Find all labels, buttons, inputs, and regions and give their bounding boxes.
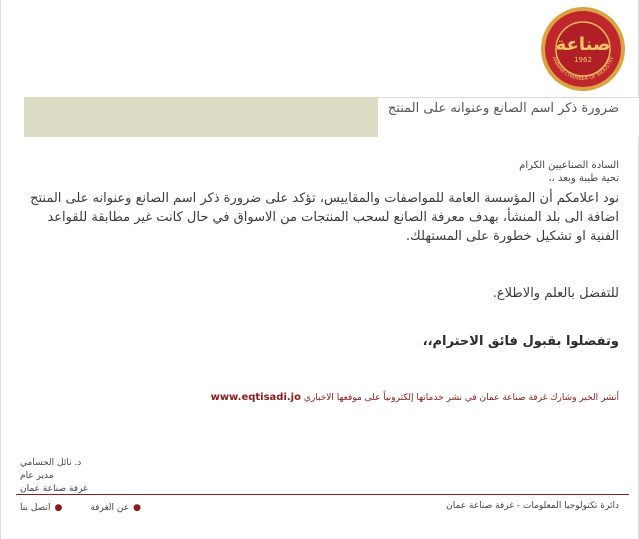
logo-year: 1962 xyxy=(574,56,592,64)
bullet-icon: ● xyxy=(54,503,63,513)
promo-link[interactable]: www.eqtisadi.jo xyxy=(210,392,301,403)
promo-line xyxy=(19,391,619,405)
message-title: ضرورة ذكر اسم الصانع وعنوانه على المنتج xyxy=(387,101,619,116)
greeting-line-2: تحية طيبة وبعد ،، xyxy=(548,173,619,184)
closing-line: للتفضل بالعلم والاطلاع. xyxy=(492,286,619,301)
amman-chamber-logo xyxy=(540,6,626,92)
regards-line: وتفضلوا بقبول فائق الاحترام،، xyxy=(422,334,619,349)
footer-links xyxy=(20,501,141,515)
logo-ring-text: AMMAN CHAMBER OF INDUSTRY xyxy=(550,55,616,83)
body-paragraph: نود اعلامكم أن المؤسسة العامة للمواصفات والمقاييس، تؤكد على ضرورة ذكر اسم الصانع وعنوانه على المنتج اضافة الى بلد المنشأ، بهدف معرفة الصانع لسحب المنتجات من الاسواق في حال كانت غير مطابقة للقواعد الفنية او تشكيل خطورة على المستهلك. xyxy=(30,191,619,244)
signature-org: غرفة صناعة عمان xyxy=(20,484,88,494)
bullet-icon: ● xyxy=(133,503,141,513)
contact-link-label: اتصل بنا xyxy=(20,503,51,513)
greeting xyxy=(319,159,619,185)
logo-arabic-text: صناعة xyxy=(555,34,611,55)
signature xyxy=(20,457,180,496)
about-link-label: عن الغرفة xyxy=(90,503,130,513)
signature-name: د. نائل الحسامي xyxy=(20,458,82,468)
contact-link[interactable] xyxy=(20,501,62,515)
footer-divider xyxy=(16,494,629,495)
signature-role: مدير عام xyxy=(20,471,54,481)
about-link[interactable] xyxy=(90,501,141,515)
greeting-line-1: السادة الصناعيين الكرام xyxy=(519,160,619,171)
footer-department: دائرة تكنولوجيا المعلومات - غرفة صناعة عمان xyxy=(446,501,619,511)
promo-text: أنشر الخبر وشارك غرفة صناعة عمان في نشر خدماتها إلكترونياً على موقعها الاخباري xyxy=(303,393,619,403)
